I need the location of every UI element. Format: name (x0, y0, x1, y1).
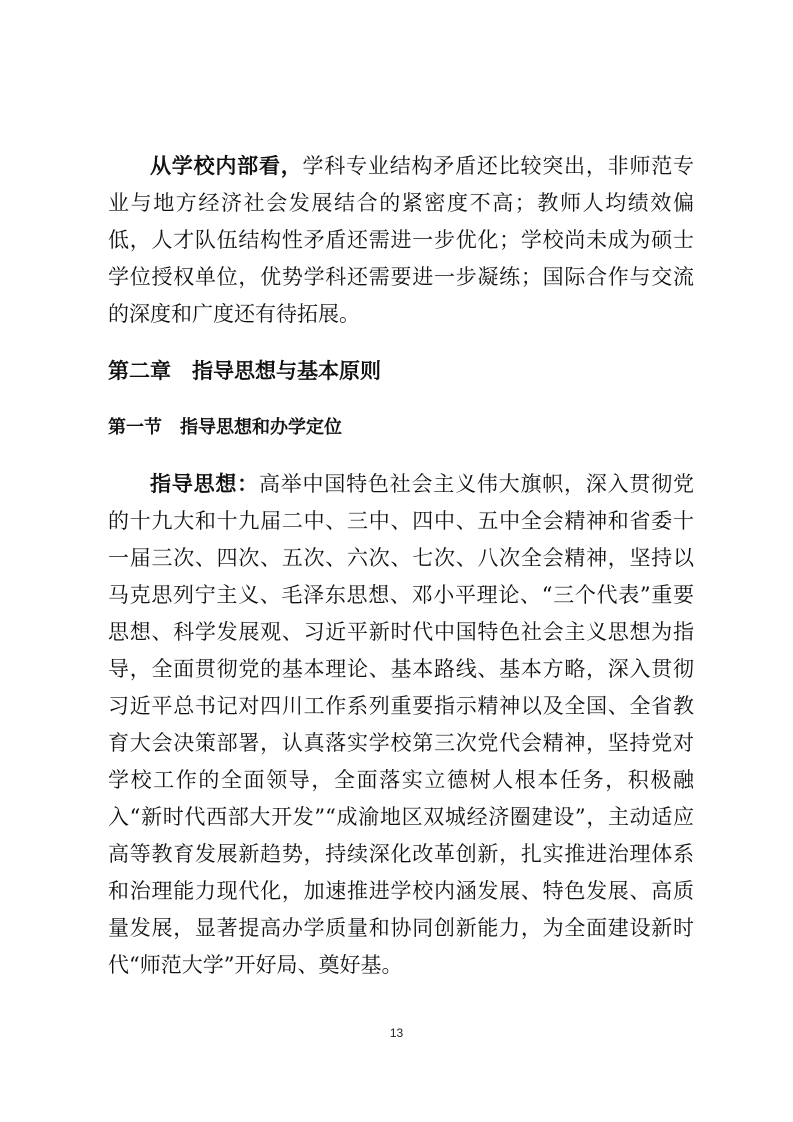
paragraph-body: 高举中国特色社会主义伟大旗帜，深入贯彻党的十九大和十九届二中、三中、四中、五中全会精神和省委十一届三次、四次、五次、六次、七次、八次全会精神，坚持以马克思列宁主义、毛泽东思想、邓小平理论、“三个代表”重要思想、科学发展观、习近平新时代中国特色社会主义思想为指导，全面贯彻党的基本理论、基本路线、基本方略，深入贯彻习近平总书记对四川工作系列重要指示精神以及全国、全省教育大会决策部署，认真落实学校第三次党代会精神，坚持党对学校工作的全面领导，全面落实立德树人根本任务，积极融入“新时代西部大开发”“成渝地区双城经济圈建设”，主动适应高等教育发展新趋势，持续深化改革创新，扎实推进治理体系和治理能力现代化，加速推进学校内涵发展、特色发展、高质量发展，显著提高办学质量和协同创新能力，为全面建设新时代“师范大学”开好局、奠好基。 (108, 472, 695, 977)
page-number: 13 (389, 1026, 404, 1040)
paragraph-internal-analysis (108, 148, 694, 333)
section-heading: 第一节 指导思想和办学定位 (108, 417, 342, 438)
chapter-heading: 第二章 指导思想与基本原则 (108, 359, 381, 383)
paragraph-lead-label: 从学校内部看， (150, 154, 303, 178)
paragraph-lead-label: 指导思想： (150, 472, 259, 496)
paragraph-body: 学科专业结构矛盾还比较突出，非师范专业与地方经济社会发展结合的紧密度不高；教师人均绩效偏低，人才队伍结构性矛盾还需进一步优化；学校尚未成为硕士学位授权单位，优势学科还需要进一步凝练；国际合作与交流的深度和广度还有待拓展。 (108, 154, 695, 326)
paragraph-guiding-ideology (108, 466, 694, 984)
